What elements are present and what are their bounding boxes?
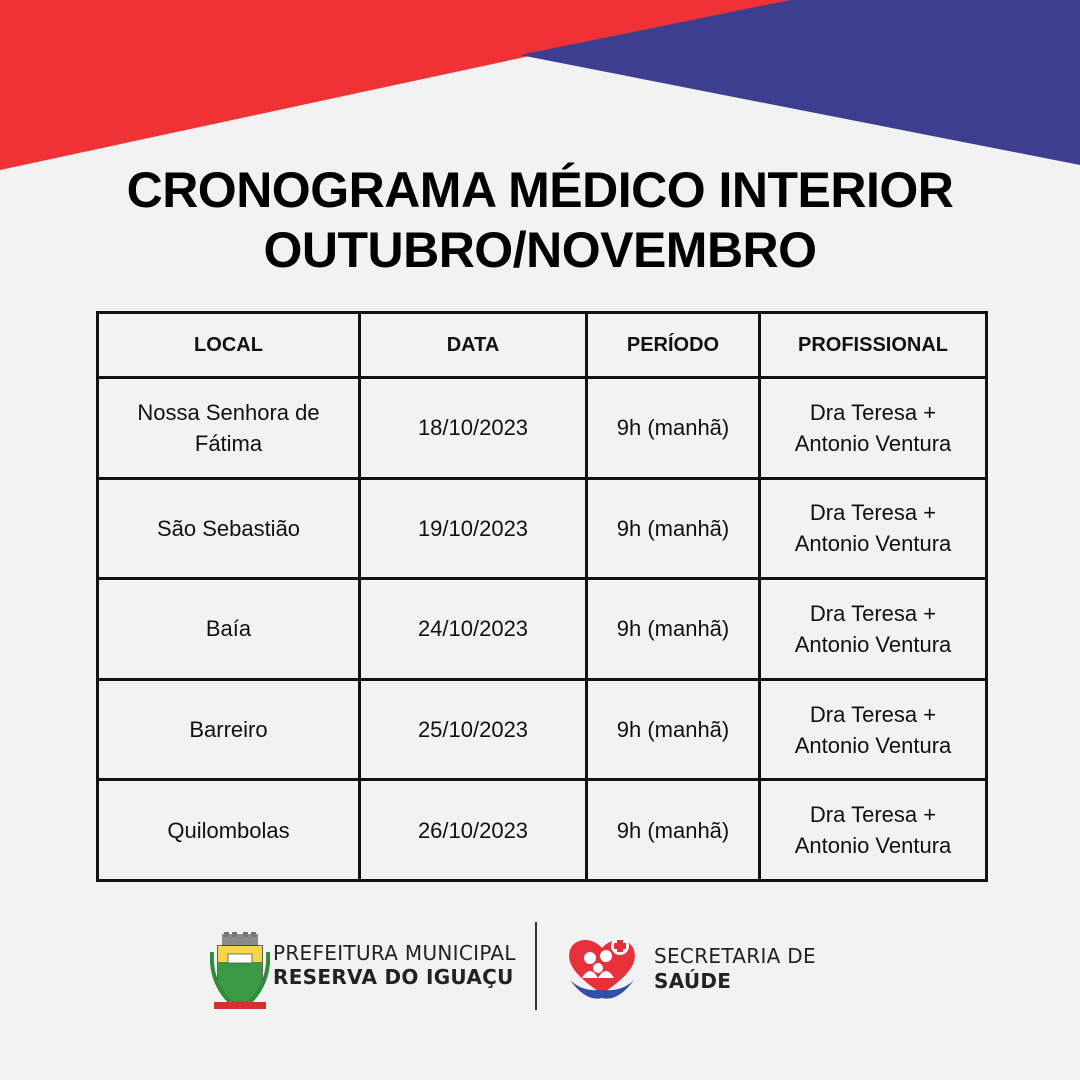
cell-periodo: 9h (manhã) — [587, 378, 760, 479]
cell-periodo: 9h (manhã) — [587, 780, 760, 881]
table-row — [98, 679, 987, 780]
cell-data: 26/10/2023 — [360, 780, 587, 881]
prefeitura-label — [273, 941, 516, 989]
page-title — [0, 160, 1080, 280]
cell-data: 24/10/2023 — [360, 579, 587, 680]
cell-profissional — [760, 378, 987, 479]
cell-prof-line: Dra Teresa + — [809, 802, 937, 828]
secretaria-line-1: SECRETARIA DE — [654, 944, 816, 968]
cell-prof-line: Antonio Ventura — [794, 531, 952, 557]
cell-prof-line: Dra Teresa + — [809, 701, 937, 727]
prefeitura-line-1: PREFEITURA MUNICIPAL — [273, 941, 516, 965]
cell-local-line: São Sebastião — [156, 515, 301, 541]
health-heart-family-icon — [566, 934, 638, 1004]
title-line-2: OUTUBRO/NOVEMBRO — [263, 222, 817, 278]
header-profissional: PROFISSIONAL — [760, 313, 987, 378]
cell-profissional — [760, 780, 987, 881]
table-header-row — [98, 313, 987, 378]
table-row — [98, 478, 987, 579]
cell-local — [98, 579, 360, 680]
header-periodo: PERÍODO — [587, 313, 760, 378]
cell-profissional — [760, 579, 987, 680]
cell-local-line: Quilombolas — [167, 817, 290, 843]
footer — [0, 920, 1080, 1012]
cell-prof-line: Antonio Ventura — [794, 430, 952, 456]
cell-profissional — [760, 478, 987, 579]
cell-local-line: Fátima — [194, 430, 263, 456]
cell-prof-line: Antonio Ventura — [794, 631, 952, 657]
table-row — [98, 780, 987, 881]
secretaria-label — [654, 944, 816, 994]
cell-prof-line: Dra Teresa + — [809, 600, 937, 626]
table-row — [98, 579, 987, 680]
schedule-table — [96, 311, 988, 882]
header-local: LOCAL — [98, 313, 360, 378]
cell-periodo: 9h (manhã) — [587, 579, 760, 680]
cell-data: 19/10/2023 — [360, 478, 587, 579]
cell-local — [98, 378, 360, 479]
cell-periodo: 9h (manhã) — [587, 679, 760, 780]
cell-profissional — [760, 679, 987, 780]
secretaria-line-2: SAÚDE — [654, 969, 732, 993]
cell-local — [98, 780, 360, 881]
cell-local-line: Nossa Senhora de — [137, 399, 320, 425]
cell-local-line: Barreiro — [189, 717, 268, 743]
cell-data: 25/10/2023 — [360, 679, 587, 780]
cell-local — [98, 478, 360, 579]
title-line-1: CRONOGRAMA MÉDICO INTERIOR — [126, 162, 954, 218]
prefeitura-line-2: RESERVA DO IGUAÇU — [273, 965, 514, 989]
cell-local — [98, 679, 360, 780]
table-row — [98, 378, 987, 479]
municipal-coat-of-arms-icon — [210, 932, 270, 1012]
cell-prof-line: Dra Teresa + — [809, 500, 937, 526]
cell-data: 18/10/2023 — [360, 378, 587, 479]
footer-divider — [535, 922, 537, 1010]
cell-local-line: Baía — [205, 616, 252, 642]
cell-prof-line: Antonio Ventura — [794, 833, 952, 859]
cell-prof-line: Dra Teresa + — [809, 399, 937, 425]
header-banner — [0, 0, 1080, 180]
header-data: DATA — [360, 313, 587, 378]
cell-prof-line: Antonio Ventura — [794, 732, 952, 758]
cell-periodo: 9h (manhã) — [587, 478, 760, 579]
